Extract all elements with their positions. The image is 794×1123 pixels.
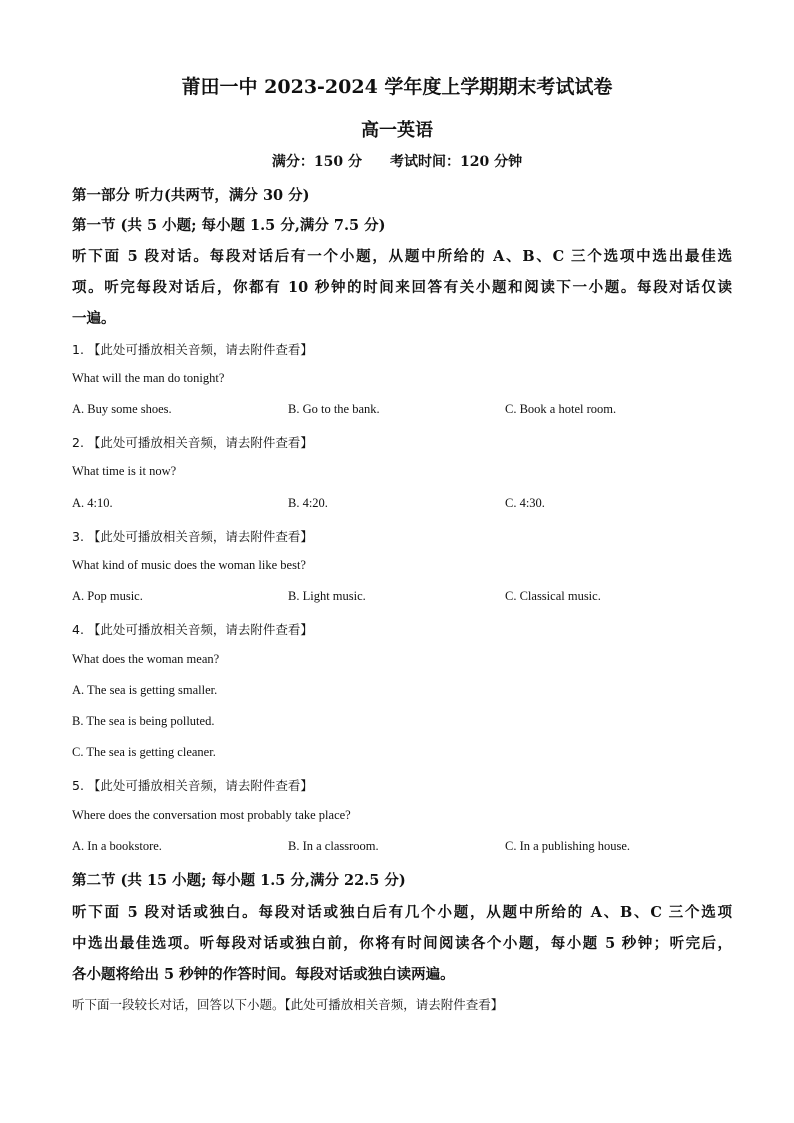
question-2-option-a: A. 4:10. <box>72 496 113 510</box>
question-5-audio-prompt[interactable]: 5. 【此处可播放相关音频，请去附件查看】 <box>72 778 313 793</box>
section2-audio-prompt[interactable]: 听下面一段较长对话，回答以下小题。【此处可播放相关音频，请去附件查看】 <box>72 997 504 1012</box>
question-3-audio-prompt[interactable]: 3. 【此处可播放相关音频，请去附件查看】 <box>72 529 313 544</box>
instruction-line-1: 听下面 5 段对话。每段对话后有一个小题，从题中所给的 A、B、C 三个选项中选出最佳选 <box>72 248 732 265</box>
question-2-audio-prompt[interactable]: 2. 【此处可播放相关音频，请去附件查看】 <box>72 435 313 450</box>
question-2-text: What time is it now? <box>72 464 177 478</box>
question-5-option-b: B. In a classroom. <box>288 839 379 853</box>
question-4-audio-prompt[interactable]: 4. 【此处可播放相关音频，请去附件查看】 <box>72 622 313 637</box>
question-2-option-b: B. 4:20. <box>288 496 328 510</box>
question-2-option-c: C. 4:30. <box>505 496 545 510</box>
question-1-option-c: C. Book a hotel room. <box>505 402 617 416</box>
question-1-option-b: B. Go to the bank. <box>288 402 380 416</box>
question-5-text: Where does the conversation most probably take place? <box>72 808 351 822</box>
exam-time: 考试时间：120 分钟 <box>390 154 523 170</box>
question-5-option-c: C. In a publishing house. <box>505 839 630 853</box>
section2-instruction-line-3: 各小题将给出 5 秒钟的作答时间。每段对话或独白读两遍。 <box>72 966 455 983</box>
question-4-option-b: B. The sea is being polluted. <box>72 714 215 728</box>
part1-heading: 第一部分 听力(共两节，满分 30 分) <box>72 187 310 204</box>
question-3-option-c: C. Classical music. <box>505 589 601 603</box>
exam-meta <box>0 151 794 171</box>
section2-instruction-line-2: 中选出最佳选项。听每段对话或独白前，你将有时间阅读各个小题，每小题 5 秒钟；听完后， <box>72 935 732 952</box>
question-3-option-b: B. Light music. <box>288 589 366 603</box>
question-3-option-a: A. Pop music. <box>72 589 143 603</box>
exam-subject: 高一英语 <box>361 120 433 141</box>
question-4-text: What does the woman mean? <box>72 652 220 666</box>
section1-heading: 第一节 (共 5 小题; 每小题 1.5 分,满分 7.5 分) <box>72 217 386 234</box>
full-score: 满分：150 分 <box>271 154 362 170</box>
question-5-option-a: A. In a bookstore. <box>72 839 162 853</box>
exam-title: 莆田一中 2023-2024 学年度上学期期末考试试卷 <box>181 76 613 98</box>
question-1-text: What will the man do tonight? <box>72 371 225 385</box>
section2-instruction-line-1: 听下面 5 段对话或独白。每段对话或独白后有几个小题，从题中所给的 A、B、C 三个选项 <box>72 904 732 921</box>
section2-heading: 第二节 (共 15 小题; 每小题 1.5 分,满分 22.5 分) <box>72 872 406 889</box>
question-4-option-a: A. The sea is getting smaller. <box>72 683 218 697</box>
question-3-text: What kind of music does the woman like best? <box>72 558 306 572</box>
question-4-option-c: C. The sea is getting cleaner. <box>72 745 216 759</box>
instruction-line-3: 一遍。 <box>72 310 116 327</box>
question-1-option-a: A. Buy some shoes. <box>72 402 172 416</box>
instruction-line-2: 项。听完每段对话后，你都有 10 秒钟的时间来回答有关小题和阅读下一小题。每段对话仅读 <box>72 279 732 296</box>
question-1-audio-prompt[interactable]: 1. 【此处可播放相关音频，请去附件查看】 <box>72 342 313 357</box>
